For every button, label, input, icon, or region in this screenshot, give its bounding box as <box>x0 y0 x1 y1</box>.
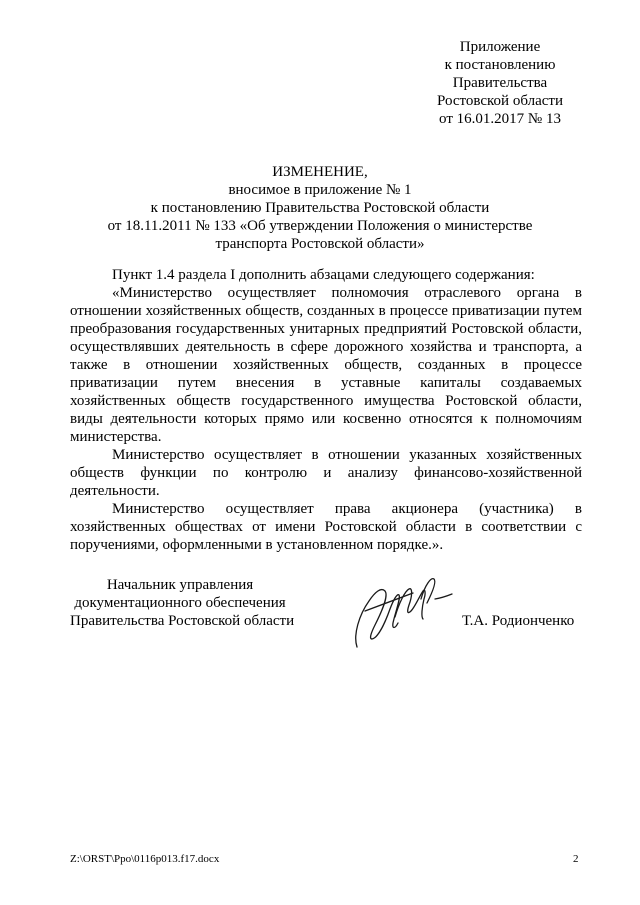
appendix-line: Правительства <box>452 75 548 91</box>
signer-position-line: документационного обеспечения <box>74 595 286 611</box>
signer-position-line: Начальник управления <box>106 577 254 593</box>
body-paragraph: Министерство осуществляет в отношении указанных хозяйственных обществ функции по контролю и анализу финансово-хозяйственной деятельности. <box>70 447 582 499</box>
appendix-line: к постановлению <box>444 57 556 73</box>
heading-title: ИЗМЕНЕНИЕ, <box>272 164 368 180</box>
signer-position-line: Правительства Ростовской области <box>70 613 295 629</box>
body-paragraph: Министерство осуществляет права акционера (участника) в хозяйственных обществах от имени Ростовской области в соответствии с поручениями, оформленными в установленном порядке.». <box>70 501 582 553</box>
signer-position <box>70 576 295 630</box>
file-path: Z:\ORST\Ppo\0116p013.f17.docx <box>70 853 220 865</box>
body-paragraph: «Министерство осуществляет полномочия отраслевого органа в отношении хозяйственных обществ, созданных в процессе приватизации путем преобразования государственных унитарных предприятий Ростовской области, осуществлявших деятельность в сфере дорожного хозяйства и транспорта, а также в отношении хозяйственных обществ, созданных в процессе приватизации путем внесения в уставные капиталы создаваемых хозяйственных обществ государственного имущества Ростовской области, виды деятельности которых прямо или косвенно относятся к полномочиям министерства. <box>70 285 582 445</box>
heading-line: вносимое в приложение № 1 <box>228 182 412 198</box>
document-body <box>70 266 582 554</box>
handwritten-signature <box>335 565 455 655</box>
signer-name: Т.А. Родионченко <box>462 613 575 629</box>
appendix-line: Ростовской области <box>437 93 563 109</box>
body-paragraph: Пункт 1.4 раздела I дополнить абзацами следующего содержания: <box>112 267 535 283</box>
appendix-note <box>420 38 580 128</box>
appendix-line: от 16.01.2017 № 13 <box>439 111 561 127</box>
page-number: 2 <box>573 853 579 865</box>
heading-line: от 18.11.2011 № 133 «Об утверждении Положения о министерстве <box>107 218 533 234</box>
heading-line: к постановлению Правительства Ростовской области <box>150 200 490 216</box>
appendix-line: Приложение <box>459 39 541 55</box>
heading-line: транспорта Ростовской области» <box>215 236 425 252</box>
document-heading <box>70 163 570 253</box>
